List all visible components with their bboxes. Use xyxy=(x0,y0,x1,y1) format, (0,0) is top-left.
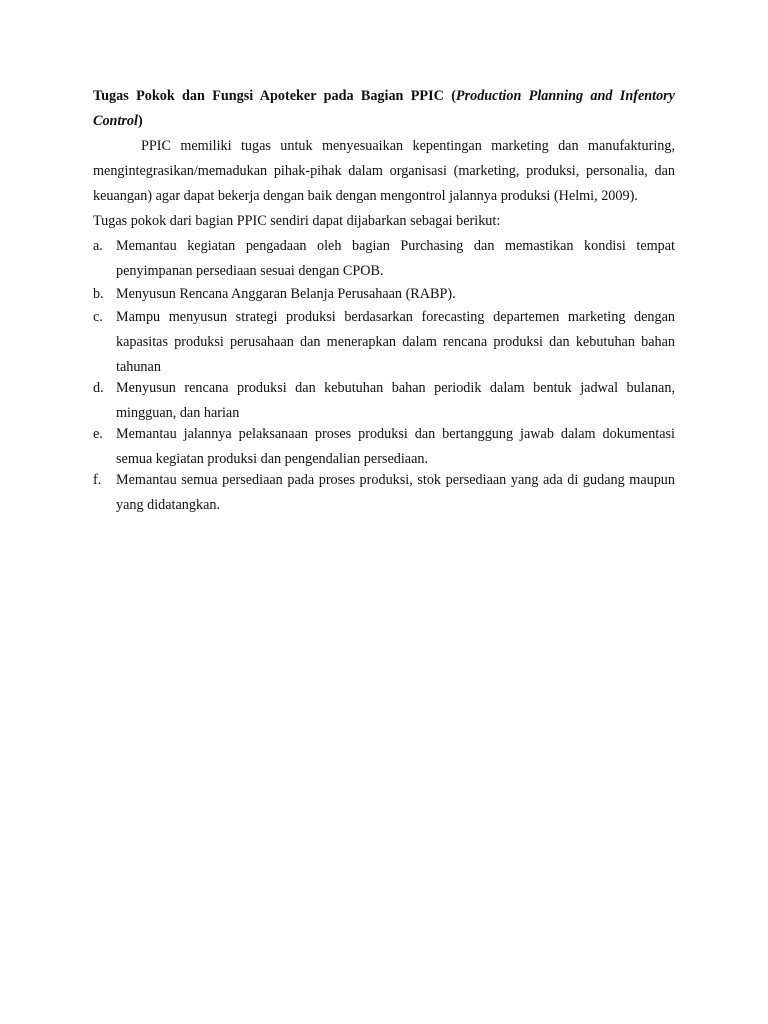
list-marker: a. xyxy=(93,238,103,254)
list-item xyxy=(93,234,675,284)
list-item-text: Menyusun rencana produksi dan kebutuhan bahan periodik dalam bentuk jadwal bulanan, mingguan, dan harian xyxy=(116,380,675,421)
list-item xyxy=(93,422,675,472)
heading-prefix: Tugas Pokok dan Fungsi Apoteker pada Bagian PPIC ( xyxy=(93,88,456,104)
list-item-text: Memantau jalannya pelaksanaan proses produksi dan bertanggung jawab dalam dokumentasi semua kegiatan produksi dan pengendalian persediaan. xyxy=(116,426,675,467)
list-item-text: Menyusun Rencana Anggaran Belanja Perusahaan (RABP). xyxy=(116,286,456,302)
list-marker: d. xyxy=(93,380,104,396)
list-item-text: Memantau semua persediaan pada proses produksi, stok persediaan yang ada di gudang maupun yang didatangkan. xyxy=(116,472,675,513)
list-item xyxy=(93,305,675,380)
list-item xyxy=(93,284,675,305)
list-marker: f. xyxy=(93,472,102,488)
list-marker: b. xyxy=(93,286,104,302)
list-marker: e. xyxy=(93,426,103,442)
heading-suffix: ) xyxy=(137,113,143,129)
list-item-text: Mampu menyusun strategi produksi berdasarkan forecasting departemen marketing dengan kapasitas produksi perusahaan dan menerapkan dalam rencana produksi dan kebutuhan bahan tahunan xyxy=(116,309,675,375)
list-item-text: Memantau kegiatan pengadaan oleh bagian Purchasing dan memastikan kondisi tempat penyimpanan persediaan sesuai dengan CPOB. xyxy=(116,238,675,279)
task-list xyxy=(93,234,675,518)
body-paragraph: PPIC memiliki tugas untuk menyesuaikan kepentingan marketing dan manufakturing, mengintegrasikan/memadukan pihak-pihak dalam organisasi (marketing, produksi, personalia, dan keuangan) agar dapat bekerja dengan baik dengan mengontrol jalannya produksi (Helmi, 2009). xyxy=(93,138,675,204)
list-intro: Tugas pokok dari bagian PPIC sendiri dapat dijabarkan sebagai berikut: xyxy=(93,213,501,229)
list-item xyxy=(93,376,675,426)
heading-italic: Production Planning and Infentory Control xyxy=(93,88,675,129)
document-page xyxy=(93,84,675,518)
list-item xyxy=(93,468,675,518)
section-heading xyxy=(93,84,675,134)
list-marker: c. xyxy=(93,309,103,325)
